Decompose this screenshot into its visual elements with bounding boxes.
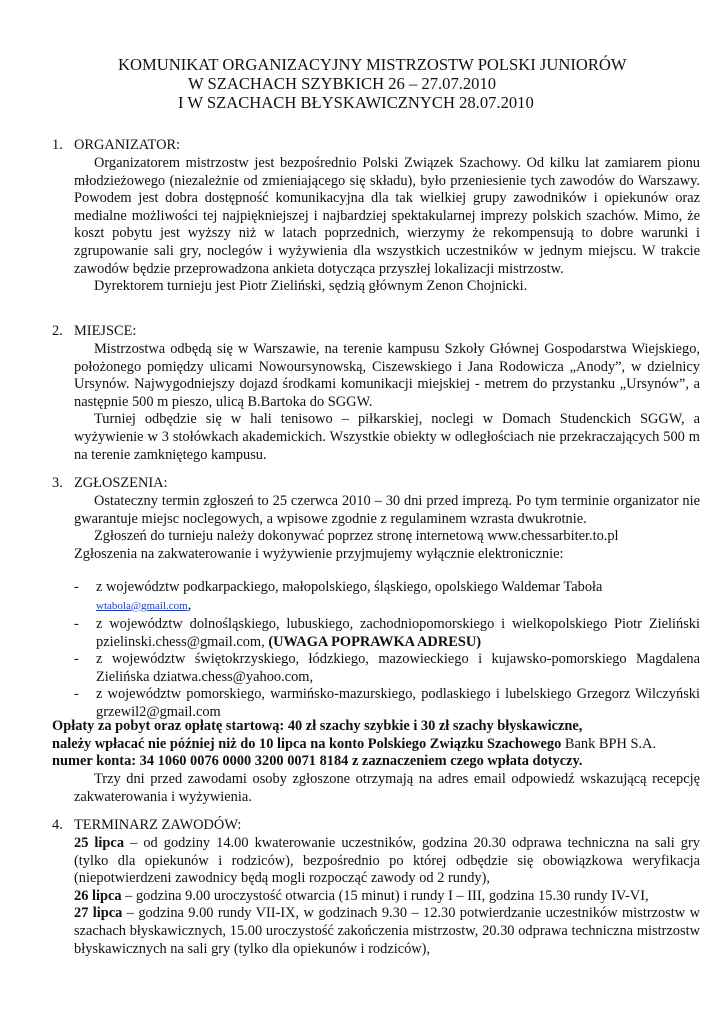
section-2-paragraph-2: Turniej odbędzie się w hali tenisowo – piłkarskiej, noclegi w Domach Studenckich SGGW, a wyżywienie w 3 stołówkach akademickich. Wszystkie obiekty w odległościach nie przekraczających 500 m na terenie zamkniętego kampusu. (74, 411, 700, 463)
contact-item-1 (74, 579, 700, 615)
payment-account-number: numer konta: 34 1060 0076 0000 3200 0071 8184 z zaznaczeniem czego wpłata dotyczy. (52, 753, 583, 770)
schedule-day-25 (74, 835, 700, 888)
contact-item-3 (74, 651, 700, 686)
title-line-3: I W SZACHACH BŁYSKAWICZNYCH 28.07.2010 (178, 93, 534, 112)
schedule-day-27 (74, 905, 700, 958)
title-line-1: KOMUNIKAT ORGANIZACYJNY MISTRZOSTW POLSKI JUNIORÓW (118, 55, 627, 74)
contact-item-2-text: z województw dolnośląskiego, lubuskiego, zachodniopomorskiego i wielkopolskiego Piotr Zieliński pzielinski.chess@gmail.com, (96, 616, 700, 650)
address-correction-note: (UWAGA POPRAWKA ADRESU) (268, 633, 482, 650)
payment-fees-line: Opłaty za pobyt oraz opłatę startową: 40 zł szachy szybkie i 30 zł szachy błyskawiczne, (52, 718, 583, 734)
bullet-dash: - (74, 651, 79, 667)
section-1-paragraph-1: Organizatorem mistrzostw jest bezpośrednio Polski Związek Szachowy. Od kilku lat zamiarem pionu młodzieżowego (niezależnie od zmieniającego się składu), było przeniesienie tych zawodów do Warszawy. Powodem jest dobra dostępność komunikacyjna dla tak wielkiej grupy zawodników i opiekunów oraz medialne możliwości tej najpiękniejszej i najbardziej spektakularnej imprezy polskich szachów. Mimo, że koszt pobytu jest wyższy niż w latach poprzednich, wierzymy że rekompensują to dobre warunki i zgrupowanie sali gry, noclegów i wyżywienia dla wszystkich uczestników w jednym miejscu. W trakcie zawodów będzie przeprowadzona ankieta dotycząca przyszłej lokalizacji mistrzostw. (74, 155, 700, 277)
section-4-heading: TERMINARZ ZAWODÓW: (74, 817, 242, 833)
schedule-body (74, 835, 700, 958)
payment-bank-name: Bank BPH S.A. (561, 735, 657, 752)
section-3-paragraph-1: Ostateczny termin zgłoszeń to 25 czerwca 2010 – 30 dni przed imprezą. Po tym terminie organizator nie gwarantuje miejsc noclegowych, a wpisowe zgodnie z regulaminem wzrasta dwukrotnie. (74, 493, 700, 527)
contact-item-1-tail: , (187, 596, 192, 613)
section-2-number: 2. (52, 323, 63, 339)
section-1-paragraph-2: Dyrektorem turnieju jest Piotr Zieliński, sędzią głównym Zenon Chojnicki. (94, 278, 528, 295)
section-3-heading: ZGŁOSZENIA: (74, 475, 168, 491)
schedule-text-25: – od godziny 14.00 kwaterowanie uczestników, godzina 20.30 odprawa techniczna na sali gry (tylko dla opiekunów i rodziców), bezpośrednio po której odbędzie się obowiązkowa weryfikacja (niepotwierdzeni zawodnicy będą mogli rozpocząć zawody od 2 rundy), (74, 835, 700, 887)
section-3-body (74, 493, 700, 563)
bullet-dash: - (74, 579, 79, 595)
schedule-date-26: 26 lipca (74, 887, 122, 904)
section-1-heading: ORGANIZATOR: (74, 137, 181, 153)
contact-item-1-text: z województw podkarpackiego, małopolskiego, śląskiego, opolskiego Waldemar Taboła (96, 579, 603, 595)
schedule-date-27: 27 lipca (74, 905, 123, 922)
bullet-dash: - (74, 686, 79, 702)
bullet-dash: - (74, 616, 79, 632)
section-2-body (74, 341, 700, 464)
section-3-confirmation (74, 771, 700, 806)
payment-info (52, 718, 700, 771)
section-1-body (74, 155, 700, 296)
title-line-2: W SZACHACH SZYBKICH 26 – 27.07.2010 (188, 74, 497, 93)
section-3-accommodation-line: Zgłoszenia na zakwaterowanie i wyżywienie przyjmujemy wyłącznie elektronicznie: (74, 545, 564, 562)
section-3-website-line: Zgłoszeń do turnieju należy dokonywać poprzez stronę internetową www.chessarbiter.to.pl (94, 528, 619, 545)
schedule-text-27: – godzina 9.00 rundy VII-IX, w godzinach 9.30 – 12.30 potwierdzanie uczestników mistrzostw w szachach błyskawicznych, 15.00 uroczystość zakończenia mistrzostw, 20.30 odprawa techniczna mistrzostw błyskawicznych na sali gry (tylko dla opiekunów i rodziców), (74, 905, 700, 957)
schedule-date-25: 25 lipca (74, 835, 125, 851)
section-1-number: 1. (52, 137, 63, 153)
section-4-number: 4. (52, 817, 63, 833)
contact-item-4 (74, 686, 700, 721)
schedule-day-26 (74, 888, 700, 906)
contact-item-4-text: z województw pomorskiego, warmińsko-mazurskiego, podlaskiego i lubelskiego Grzegorz Wilczyński grzewil2@gmail.com (96, 686, 700, 720)
schedule-text-26: – godzina 9.00 uroczystość otwarcia (15 minut) i rundy I – III, godzina 15.30 rundy IV-VI, (121, 887, 649, 904)
contact-item-3-text: z województw świętokrzyskiego, łódzkiego, mazowieckiego i kujawsko-pomorskiego Magdalena Zielińska dziatwa.chess@yahoo.com, (96, 651, 700, 685)
section-3-paragraph-4: Trzy dni przed zawodami osoby zgłoszone otrzymają na adres email odpowiedź wskazującą recepcję zakwaterowania i wyżywienia. (74, 771, 700, 805)
section-3-number: 3. (52, 475, 63, 491)
email-link-wtabola[interactable]: wtabola@gmail.com (96, 599, 188, 612)
section-2-paragraph-1: Mistrzostwa odbędą się w Warszawie, na terenie kampusu Szkoły Głównej Gospodarstwa Wiejskiego, położonego pomiędzy ulicami Nowoursynowską, Ciszewskiego i Jana Rodowicza „Anody”, w dzielnicy Ursynów. Najwygodniejszy dojazd środkami komunikacji miejskiej - metrem do przystanku „Ursynów”, a następnie 500 m pieszo, ulicą B.Bartoka do SGGW. (74, 341, 700, 410)
section-2-heading: MIEJSCE: (74, 323, 137, 339)
payment-deadline-line: należy wpłacać nie później niż do 10 lipca na konto Polskiego Związku Szachowego (52, 735, 562, 752)
contact-item-2 (74, 616, 700, 651)
